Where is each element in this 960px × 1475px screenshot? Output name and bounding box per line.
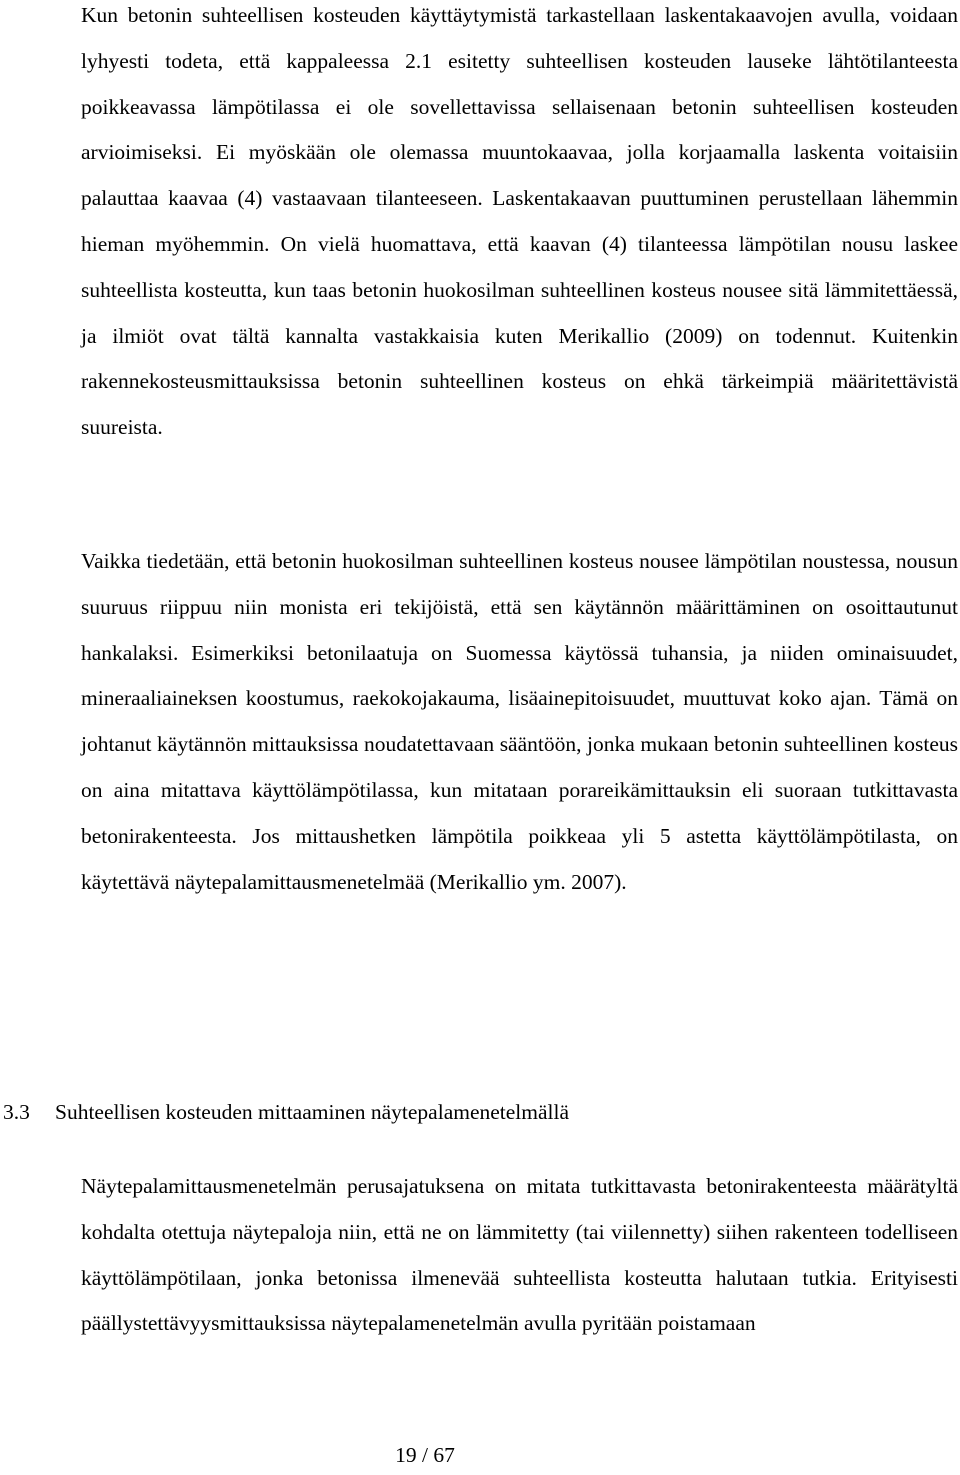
section-number: 3.3 xyxy=(3,1100,30,1124)
section-title: Suhteellisen kosteuden mittaaminen näytepalamenetelmällä xyxy=(55,1100,570,1124)
body-paragraph: Näytepalamittausmenetelmän perusajatuksena on mitata tutkittavasta betonirakenteesta määrätyltä kohdalta otettuja näytepaloja niin, että ne on lämmitetty (tai viilennetty) siihen rakenteen todelliseen käyttölämpötilaan, jonka betonissa ilmenevää suhteellista kosteutta halutaan tutkia. Erityisesti päällystettävyysmittauksissa näytepalamenetelmän avulla pyritään poistamaan xyxy=(81,1174,958,1336)
page-number: 19 / 67 xyxy=(395,1443,455,1467)
section-heading xyxy=(3,1092,569,1132)
body-paragraph: Kun betonin suhteellisen kosteuden käyttäytymistä tarkastellaan laskentakaavojen avulla, voidaan lyhyesti todeta, että kappaleessa 2.1 esitetty suhteellisen kosteuden lauseke lähtötilanteesta poikkeavassa lämpötilassa ei ole sovellettavissa sellaisenaan betonin suhteellisen kosteuden arvioimiseksi. Ei myöskään ole olemassa muuntokaavaa, jolla korjaamalla laskenta voitaisiin palauttaa kaavaa (4) vastaavaan tilanteeseen. Laskentakaavan puuttuminen perustellaan lähemmin hieman myöhemmin. On vielä huomattava, että kaavan (4) tilanteessa lämpötilan nousu laskee suhteellista kosteutta, kun taas betonin huokosilman suhteellinen kosteus nousee sitä lämmitettäessä, ja ilmiöt ovat tältä kannalta vastakkaisia kuten Merikallio (2009) on todennut. Kuitenkin rakennekosteusmittauksissa betonin suhteellinen kosteus on ehkä tärkeimpiä määritettävistä suureista. xyxy=(81,3,958,440)
body-paragraph: Vaikka tiedetään, että betonin huokosilman suhteellinen kosteus nousee lämpötilan noustessa, nousun suuruus riippuu niin monista eri tekijöistä, että sen käytännön määrittäminen on osoittautunut hankalaksi. Esimerkiksi betonilaatuja on Suomessa käytössä tuhansia, ja niiden ominaisuudet, mineraaliaineksen koostumus, raekokojakauma, lisäainepitoisuudet, muuttuvat koko ajan. Tämä on johtanut käytännön mittauksissa noudatettavaan sääntöön, jonka mukaan betonin suhteellinen kosteus on aina mitattava käyttölämpötilassa, kun mitataan porareikämittauksin eli suoraan tutkittavasta betonirakenteesta. Jos mittaushetken lämpötila poikkeaa yli 5 astetta käyttölämpötilasta, on käytettävä näytepalamittausmenetelmää (Merikallio ym. 2007). xyxy=(81,549,958,894)
